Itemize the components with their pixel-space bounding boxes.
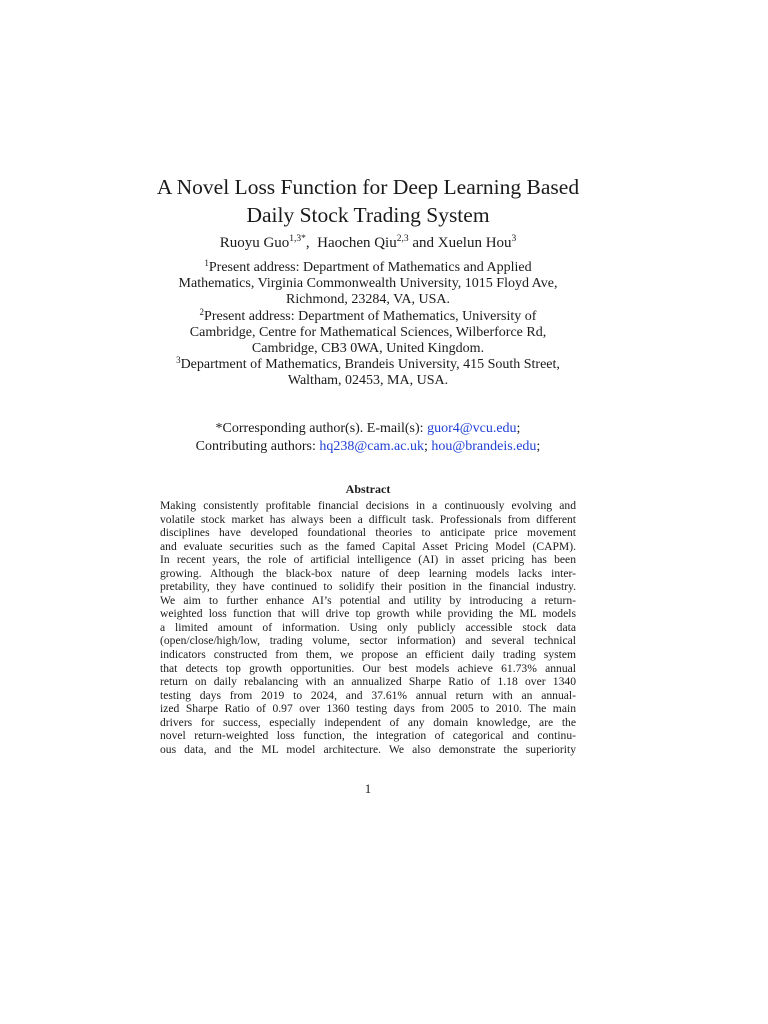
abstract-line: ized Sharpe Ratio of 0.97 over 1360 testing days from 2005 to 2010. The main [160,702,576,716]
abstract-line: novel return-weighted loss function, the integration of categorical and continu- [160,729,576,743]
affiliation-sup: 3 [176,355,181,366]
author-affil-sup: 2,3 [396,234,409,244]
abstract-line: weighted loss function that will drive top growth while providing the ML models [160,607,576,621]
abstract-line: testing days from 2019 to 2024, and 37.61% annual return with an annual- [160,688,576,702]
abstract-line: that detects top growth opportunities. Our best models achieve 61.73% annual [160,661,576,675]
abstract-line: In recent years, the role of artificial intelligence (AI) in asset pricing has been [160,553,576,567]
abstract-line: Making consistently profitable financial decisions in a continuously evolving and [160,499,576,512]
author-list [0,233,736,253]
abstract-line: disciplines have developed foundational theories to anticipate price movement [160,526,576,540]
affiliation-1-line-3: Richmond, 23284, VA, USA. [285,292,450,308]
abstract-line: indicators constructed from them, we propose an efficient daily trading system [160,648,576,662]
abstract-line: return on daily rebalancing with an annualized Sharpe Ratio of 1.18 over 1340 [160,675,576,689]
author-affil-sup: 1,3* [289,234,306,244]
author-name: Ruoyu Guo [219,235,290,251]
affiliation-sup: 2 [199,306,205,317]
affiliation-3-line-2: Waltham, 02453, MA, USA. [287,373,449,389]
title-line-2: Daily Stock Trading System [246,203,490,228]
paper-title [0,173,736,229]
abstract-line: ous data, and the ML model architecture. We also demonstrate the superiority [160,742,576,756]
affiliation-sup: 1 [204,258,209,268]
contributing-authors-line: Contributing authors: hq238@cam.ac.uk; hou@brandeis.edu; [195,439,541,454]
title-line-1: A Novel Loss Function for Deep Learning Based [156,175,580,200]
page-number: 1 [364,781,372,796]
email-link-hq238[interactable]: hq238@cam.ac.uk [319,439,424,454]
abstract-line: drivers for success, especially independent of any domain knowledge, are the [160,715,576,729]
affiliation-1-line-2: Mathematics, Virginia Commonwealth University, 1015 Floyd Ave, [178,276,558,292]
email-link-hou[interactable]: hou@brandeis.edu [431,439,537,454]
author-affil-sup: 3 [511,234,517,244]
abstract-body [160,499,576,756]
abstract-line: and evaluate securities such as the famed Capital Asset Pricing Model (CAPM). [160,539,576,553]
abstract-heading: Abstract [345,482,391,496]
affiliation-2-line-1: $^2$Present address: Department of Mathematics, University of [199,306,537,324]
affiliation-2-line-2: Cambridge, Centre for Mathematical Sciences, Wilberforce Rd, [189,324,547,340]
abstract-line: volatile stock market has always been a difficult task. Professionals from different [160,512,576,526]
author-separator: , [305,235,310,251]
abstract-line: (open/close/high/low, trading volume, sector information) and several technical [160,634,576,648]
affiliation-2-line-3: Cambridge, CB3 0WA, United Kingdom. [251,341,485,357]
affiliation-1-line-1: $^1$Present address: Department of Mathematics and Applied [204,258,532,275]
affiliation-list [150,260,586,390]
author-separator: and [412,235,435,251]
abstract-line: We aim to further enhance AI’s potential and utility by introducing a return- [160,593,576,607]
abstract-line: growing. Although the black-box nature of deep learning models lacks inter- [160,566,576,580]
affiliation-3-line-1: $^3$Department of Mathematics, Brandeis University, 415 South Street, [176,355,560,373]
abstract-line: a limited amount of information. Using only publicly accessible stock data [160,620,576,634]
email-link-guor4[interactable]: guor4@vcu.edu [427,421,517,436]
author-name: Xuelun Hou [437,235,512,251]
abstract-line: pretability, they have continued to solidify their position in the financial industry. [160,580,576,594]
author-name: Haochen Qiu [317,235,397,251]
corresponding-author-line: *Corresponding author(s). E-mail(s): guor4@vcu.edu; [215,421,521,436]
correspondence-block [0,420,736,456]
